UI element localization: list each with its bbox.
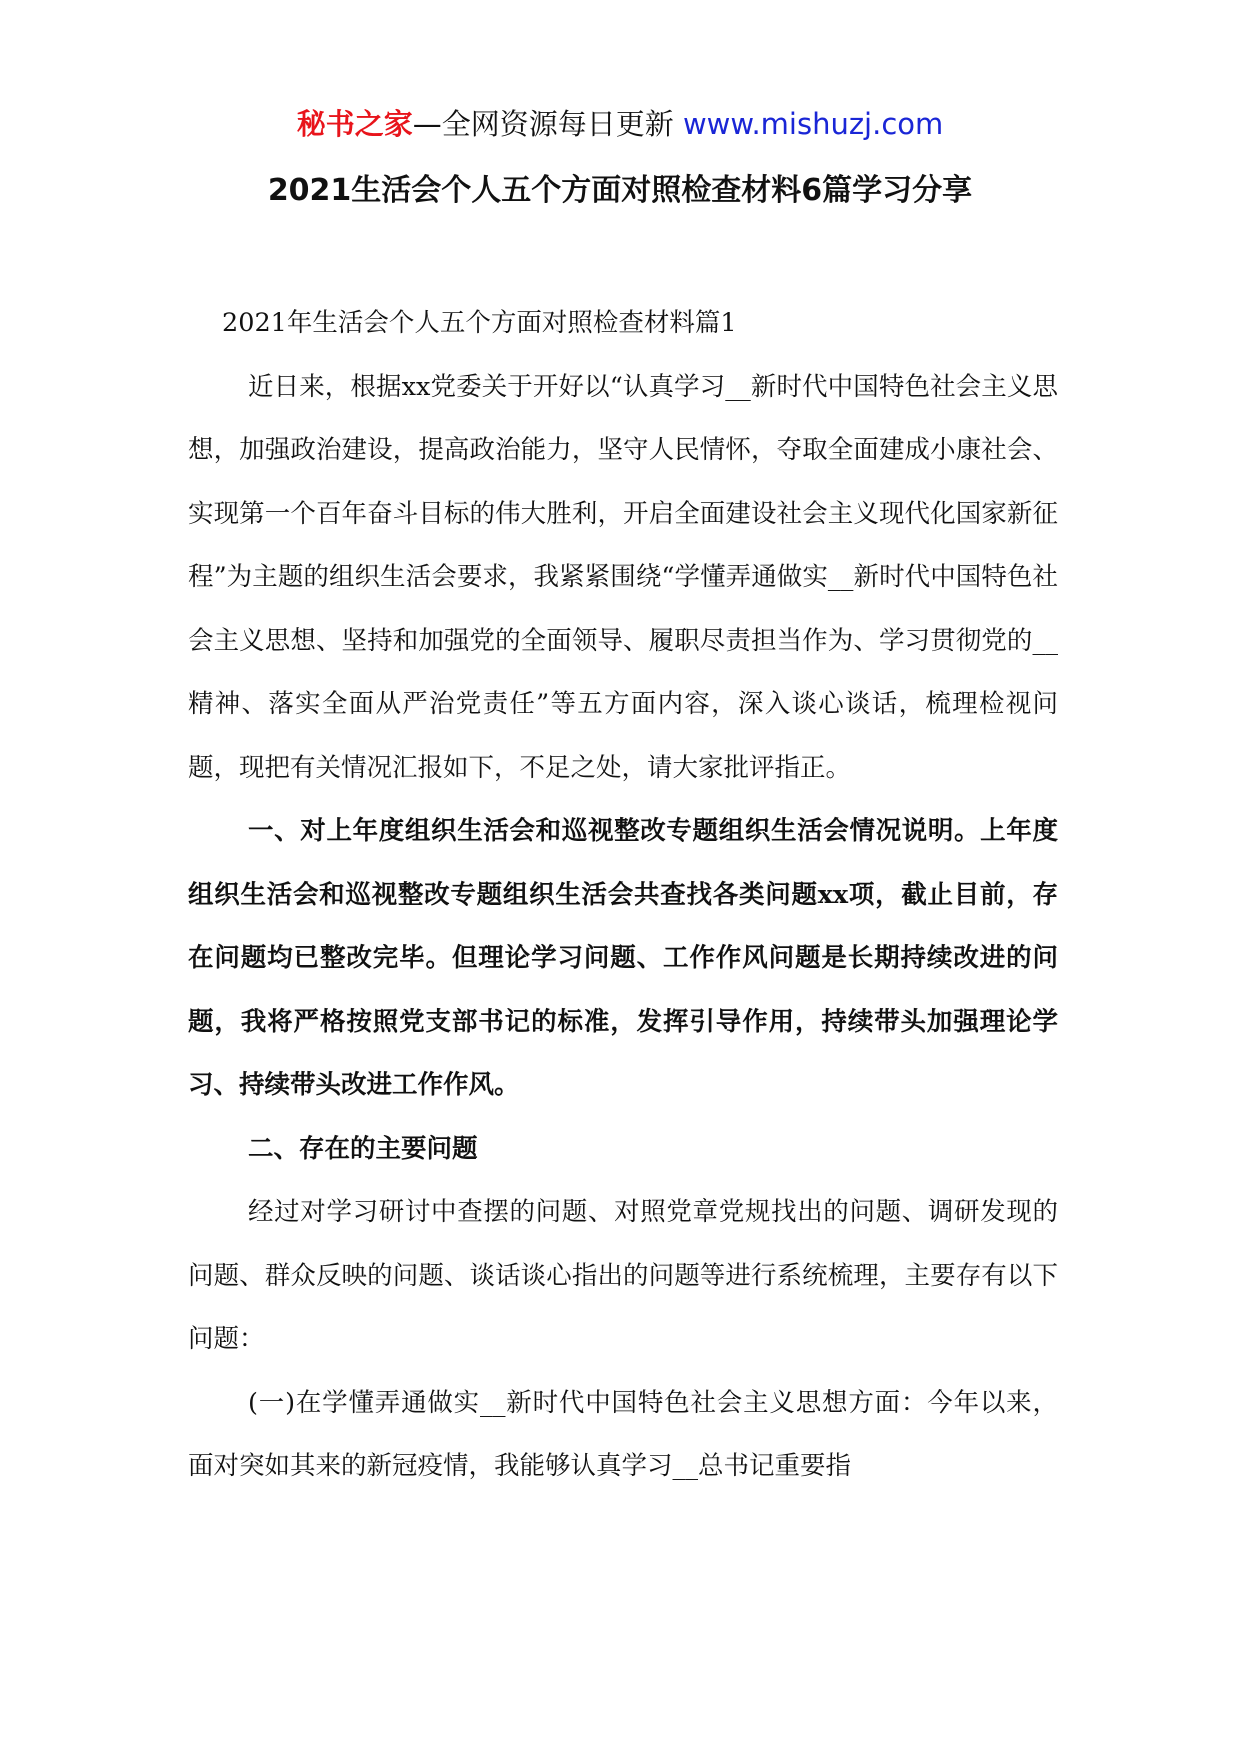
site-banner <box>0 100 1240 148</box>
document-body <box>188 292 1058 1499</box>
part-one-paragraph: 一、对上年度组织生活会和巡视整改专题组织生活会情况说明。上年度组织生活会和巡视整改专题组织生活会共查找各类问题xx项，截止目前，存在问题均已整改完毕。但理论学习问题、工作作风问题是长期持续改进的问题，我将严格按照党支部书记的标准，发挥引导作用，持续带头加强理论学习、持续带头改进工作作风。 <box>188 816 1058 1100</box>
part-two-intro-paragraph: 经过对学习研讨中查摆的问题、对照党章党规找出的问题、调研发现的问题、群众反映的问题、谈话谈心指出的问题等进行系统梳理，主要存有以下问题： <box>188 1197 1058 1354</box>
intro-paragraph: 近日来，根据xx党委关于开好以“认真学习__新时代中国特色社会主义思想，加强政治建设，提高政治能力，坚守人民情怀，夺取全面建成小康社会、实现第一个百年奋斗目标的伟大胜利，开启全面建设社会主义现代化国家新征程”为主题的组织生活会要求，我紧紧围绕“学懂弄通做实__新时代中国特色社会主义思想、坚持和加强党的全面领导、履职尽责担当作为、学习贯彻党的__精神、落实全面从严治党责任”等五方面内容，深入谈心谈话，梳理检视问题，现把有关情况汇报如下，不足之处，请大家批评指正。 <box>188 371 1058 783</box>
item-one-paragraph: (一)在学懂弄通做实__新时代中国特色社会主义思想方面：今年以来，面对突如其来的新冠疫情，我能够认真学习__总书记重要指 <box>188 1387 1058 1481</box>
site-name: 秘书之家 <box>296 107 413 141</box>
site-url-link[interactable]: www.mishuzj.com <box>682 107 944 141</box>
document-title: 2021生活会个人五个方面对照检查材料6篇学习分享 <box>267 173 973 208</box>
site-slogan: —全网资源每日更新 <box>412 107 674 141</box>
section-heading: 2021年生活会个人五个方面对照检查材料篇1 <box>222 308 737 338</box>
part-two-heading: 二、存在的主要问题 <box>248 1133 478 1164</box>
